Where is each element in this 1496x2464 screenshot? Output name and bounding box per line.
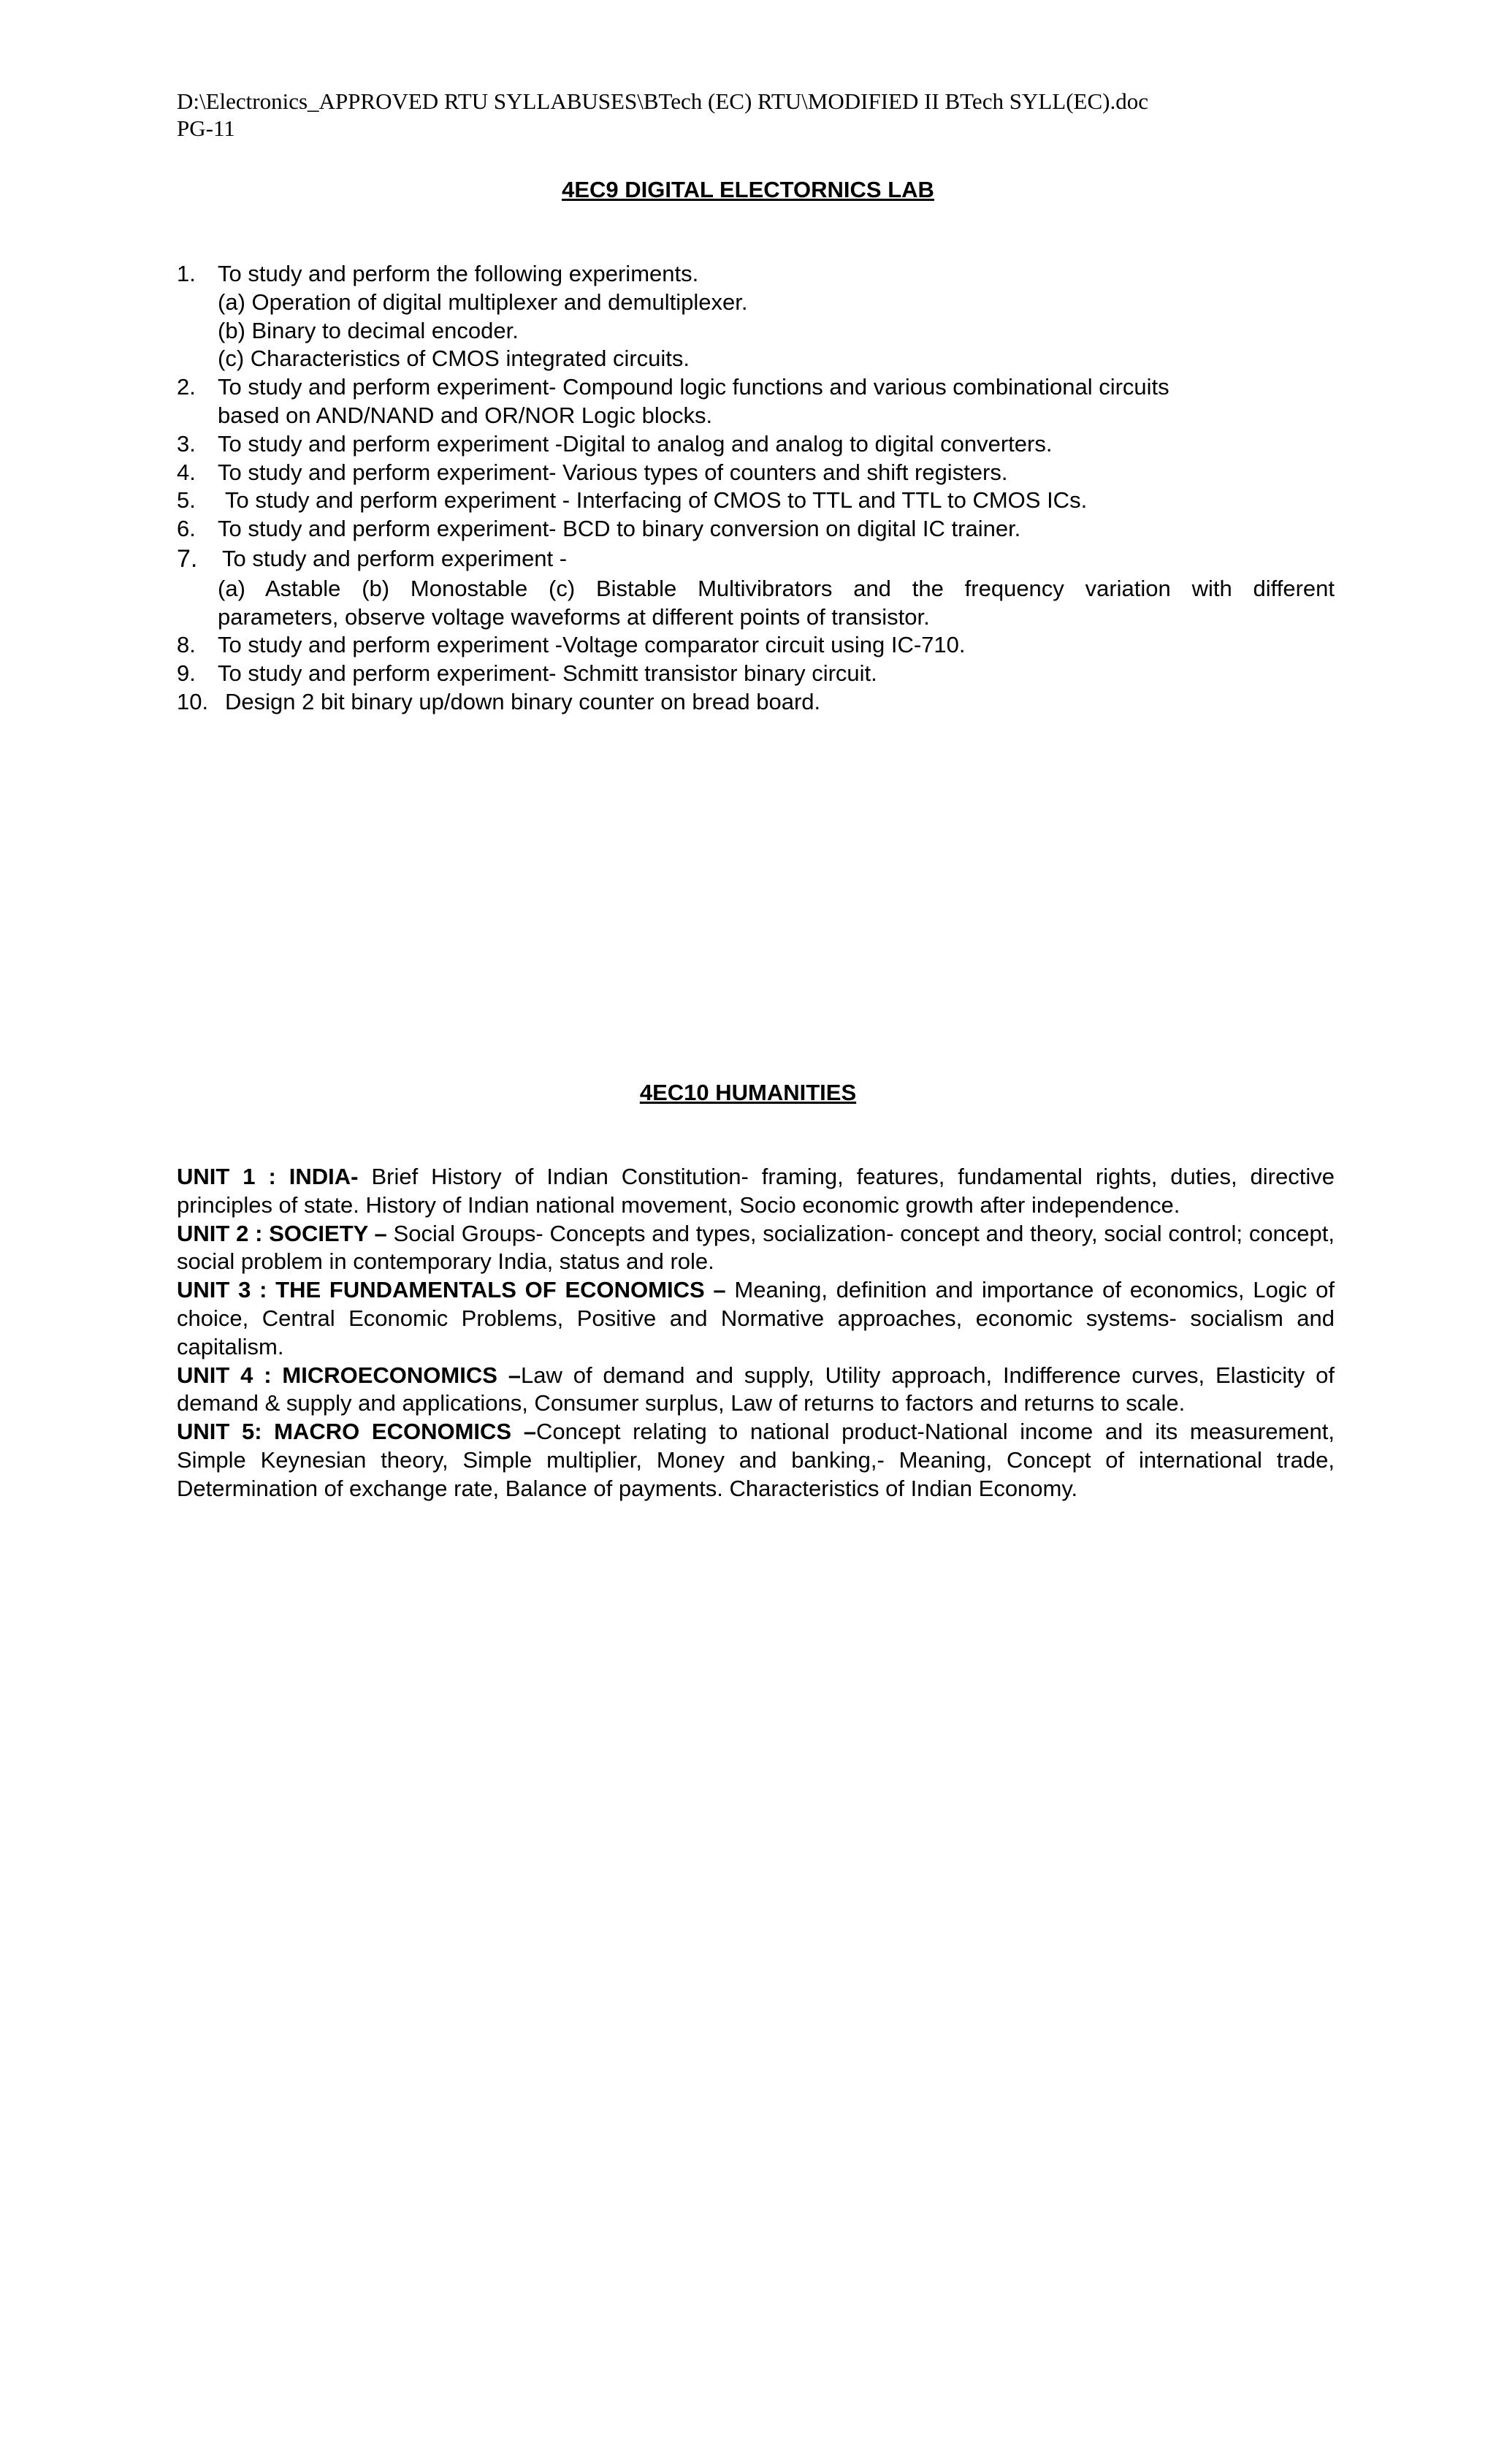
item-number: 5. — [177, 487, 196, 514]
list-item — [177, 603, 1335, 632]
unit-label: UNIT 5: MACRO ECONOMICS – — [177, 1419, 536, 1445]
item-text: parameters, observe voltage waveforms at different points of transistor. — [218, 603, 930, 630]
item-text: Design 2 bit binary up/down binary counter on bread board. — [225, 688, 821, 714]
lab-title: 4EC9 DIGITAL ELECTORNICS LAB — [562, 177, 934, 202]
unit-text: Social Groups- Concepts and types, socialization- concept and theory, social control; concept, social problem in contemporary India, status and role. — [177, 1220, 1335, 1275]
item-number: 9. — [177, 660, 196, 687]
list-item — [177, 317, 1335, 346]
unit-paragraph — [177, 1418, 1335, 1503]
item-number: 6. — [177, 516, 196, 542]
list-item — [177, 373, 1335, 402]
item-number: 7. — [177, 544, 198, 573]
unit-paragraph — [177, 1220, 1335, 1277]
item-text: (b) Binary to decimal encoder. — [218, 317, 519, 343]
experiment-list — [177, 260, 1335, 717]
unit-list — [177, 1163, 1335, 1503]
unit-label: UNIT 1 : INDIA- — [177, 1164, 359, 1189]
document-header — [177, 88, 1148, 142]
list-item — [177, 631, 1335, 660]
list-item — [177, 545, 1335, 575]
unit-text: Brief History of Indian Constitution- framing, features, fundamental rights, duties, directive principles of state. History of Indian national movement, Socio economic growth after independence. — [177, 1164, 1335, 1218]
list-item — [177, 345, 1335, 373]
list-item — [177, 575, 1335, 603]
unit-paragraph — [177, 1163, 1335, 1220]
item-text: To study and perform experiment- Schmitt transistor binary circuit. — [218, 660, 877, 687]
unit-label: UNIT 3 : THE FUNDAMENTALS OF ECONOMICS – — [177, 1277, 726, 1303]
unit-paragraph — [177, 1362, 1335, 1419]
item-text: (a) Astable (b) Monostable (c) Bistable Multivibrators and the frequency variation with different — [218, 575, 1335, 601]
file-path: D:\Electronics_APPROVED RTU SYLLABUSES\BTech (EC) RTU\MODIFIED II BTech SYLL(EC).doc — [177, 88, 1148, 114]
item-text: To study and perform experiment -Digital to analog and analog to digital converters. — [218, 430, 1053, 457]
item-text: To study and perform experiment- Compound logic functions and various combinational circuits — [218, 374, 1169, 400]
unit-text: Concept relating to national product-National income and its measurement, Simple Keynesian theory, Simple multiplier, Money and banking,- Meaning, Concept of international trade, Determination of exchange rate, Balance of payments. Characteristics of Indian Economy. — [177, 1419, 1335, 1501]
item-text: based on AND/NAND and OR/NOR Logic blocks. — [218, 402, 713, 428]
unit-text: Meaning, definition and importance of economics, Logic of choice, Central Economic Problems, Positive and Normative approaches, economic systems- socialism and capitalism. — [177, 1277, 1335, 1359]
list-item — [177, 660, 1335, 688]
unit-paragraph — [177, 1276, 1335, 1361]
item-number: 8. — [177, 632, 196, 658]
item-text: To study and perform experiment -Voltage comparator circuit using IC-710. — [218, 632, 966, 658]
list-item — [177, 402, 1335, 430]
item-number: 1. — [177, 261, 196, 286]
item-text: (c) Characteristics of CMOS integrated circuits. — [218, 346, 690, 372]
unit-label: UNIT 4 : MICROECONOMICS – — [177, 1362, 521, 1388]
item-text: To study and perform experiment - — [222, 545, 568, 571]
item-number: 3. — [177, 430, 196, 457]
list-item — [177, 430, 1335, 459]
item-number: 4. — [177, 459, 196, 485]
list-item — [177, 487, 1335, 515]
item-number: 10. — [177, 688, 209, 714]
item-text: To study and perform experiment- BCD to binary conversion on digital IC trainer. — [218, 516, 1021, 542]
item-text: To study and perform experiment- Various types of counters and shift registers. — [218, 459, 1008, 485]
item-text: To study and perform the following experiments. — [218, 261, 699, 286]
list-item — [177, 459, 1335, 487]
list-item — [177, 289, 1335, 317]
list-item — [177, 260, 1335, 289]
unit-text: Law of demand and supply, Utility approach, Indifference curves, Elasticity of demand & supply and applications, Consumer surplus, Law of returns to factors and returns to scale. — [177, 1362, 1335, 1416]
item-text: To study and perform experiment - Interfacing of CMOS to TTL and TTL to CMOS ICs. — [225, 487, 1088, 514]
page-number: PG-11 — [177, 115, 235, 141]
item-number: 2. — [177, 374, 196, 400]
list-item — [177, 515, 1335, 545]
unit-label: UNIT 2 : SOCIETY – — [177, 1220, 387, 1246]
item-text: (a) Operation of digital multiplexer and demultiplexer. — [218, 289, 748, 315]
list-item — [177, 688, 1335, 717]
humanities-title: 4EC10 HUMANITIES — [639, 1080, 857, 1105]
